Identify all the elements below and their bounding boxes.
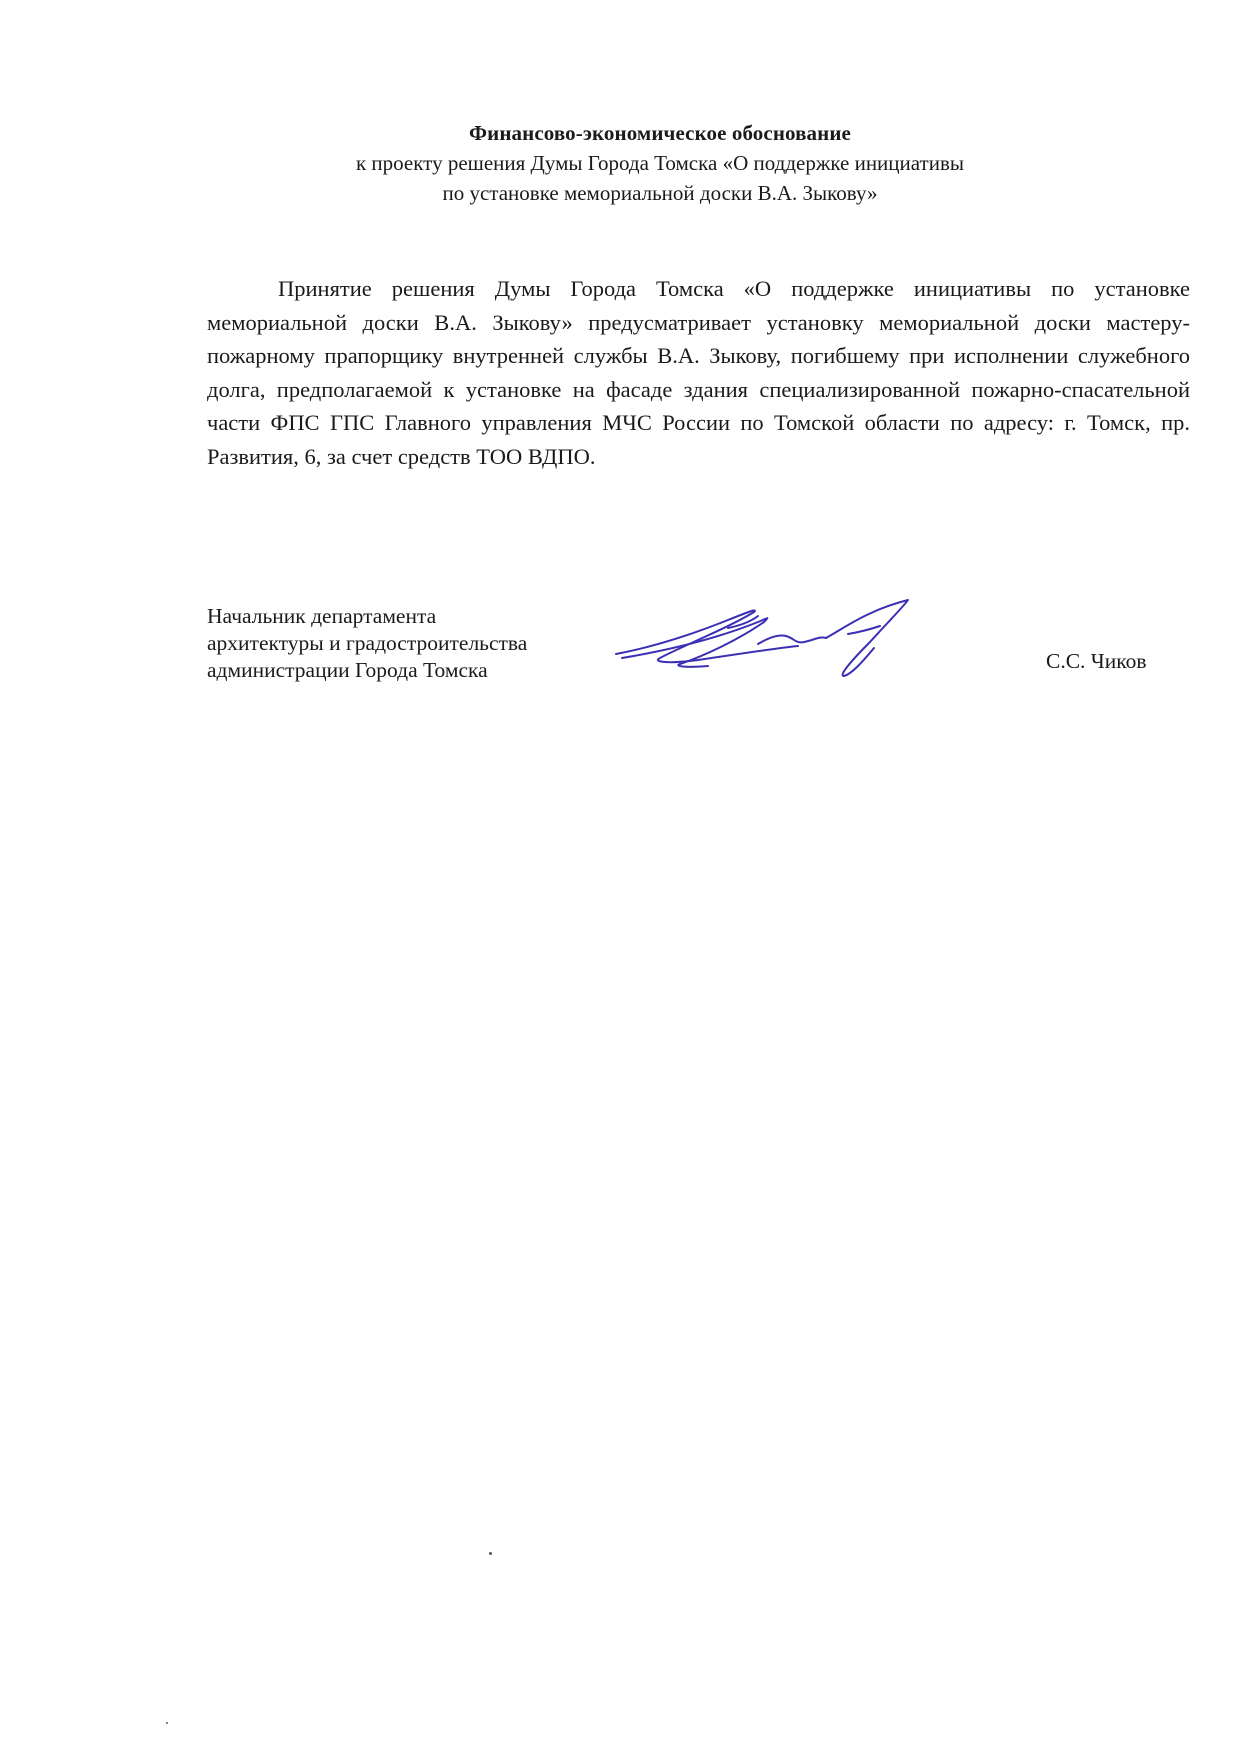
scan-speck: [166, 1722, 168, 1724]
handwritten-signature: [608, 598, 928, 680]
document-title: Финансово-экономическое обоснование: [469, 121, 851, 145]
signatory-position: [207, 603, 527, 684]
scan-speck: [489, 1552, 492, 1555]
signatory-position-line-1: Начальник департамента: [207, 604, 437, 628]
signatory-position-line-2: архитектуры и градостроительства: [207, 631, 528, 655]
document-subtitle-line-2: по установке мемориальной доски В.А. Зыкову»: [442, 181, 878, 205]
document-header: [200, 118, 1120, 208]
body-paragraph: Принятие решения Думы Города Томска «О поддержке инициативы по установке мемориальной доски В.А. Зыкову» предусматривает установку мемориальной доски мастеру-пожарному прапорщику внутренней службы В.А. Зыкову, погибшему при исполнении служебного долга, предполагаемой к установке на фасаде здания специализированной пожарно-спасательной части ФПС ГПС Главного управления МЧС России по Томской области по адресу: г. Томск, пр. Развития, 6, за счет средств ТОО ВДПО.: [207, 276, 1190, 469]
document-subtitle-line-1: к проекту решения Думы Города Томска «О поддержке инициативы: [355, 151, 964, 175]
signatory-position-line-3: администрации Города Томска: [207, 658, 488, 682]
signature-strokes: [616, 600, 908, 676]
signatory-name: С.С. Чиков: [1046, 649, 1147, 673]
